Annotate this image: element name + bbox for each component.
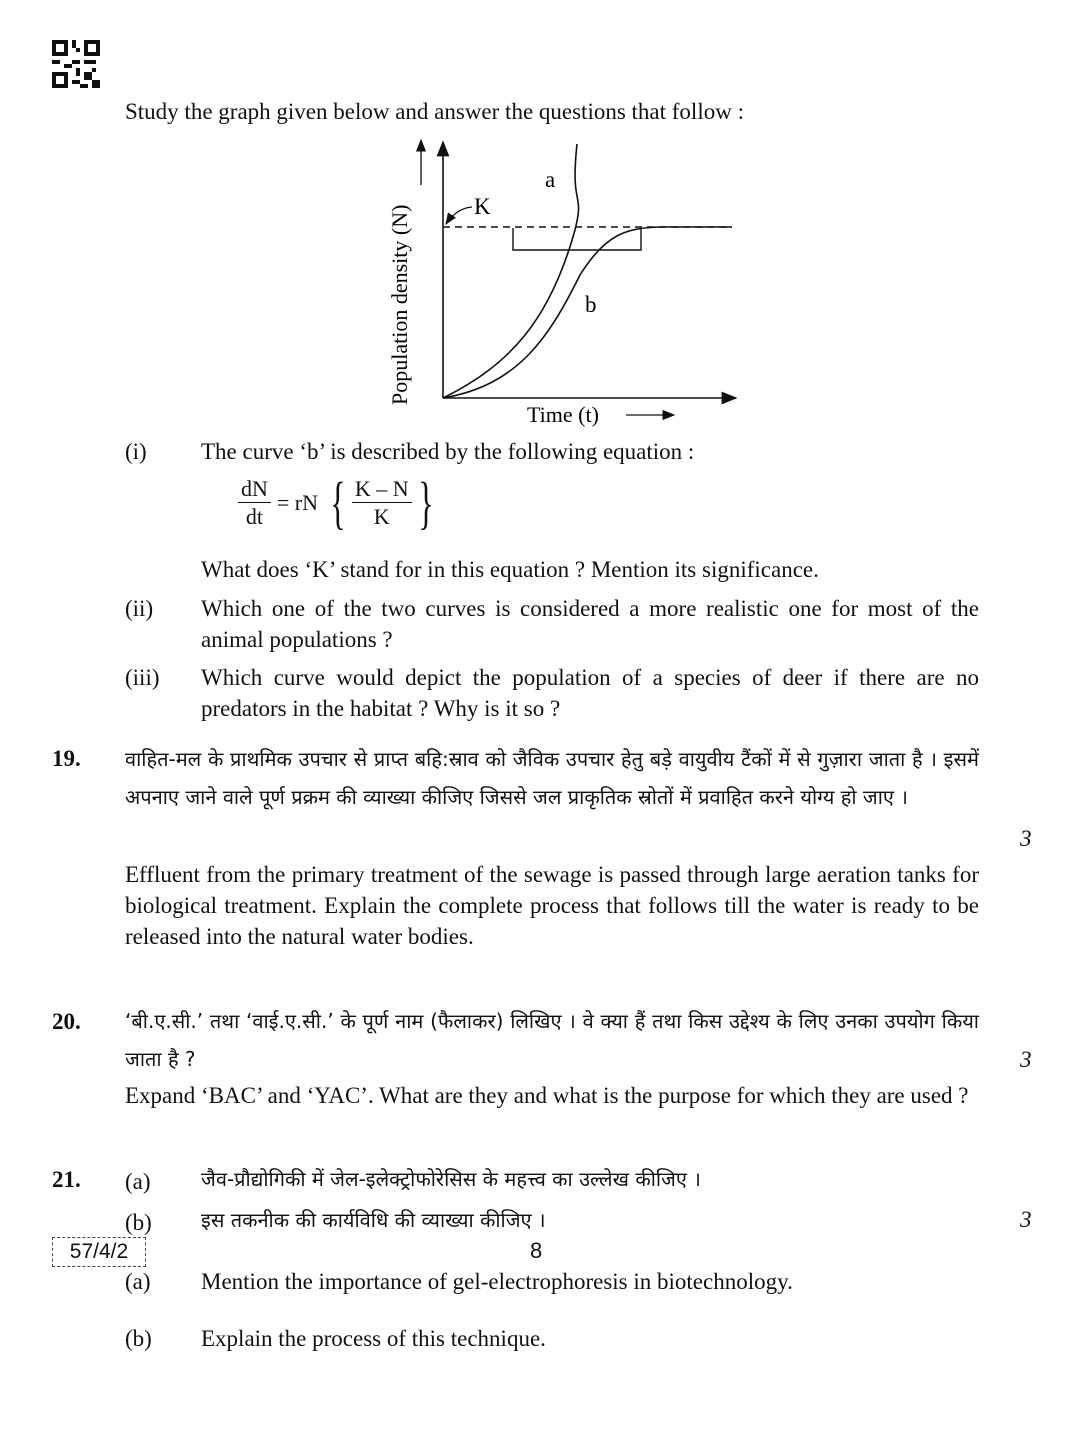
equation-lhs-fraction [238,476,271,531]
question-21b-english-number: (b) [125,1326,152,1351]
question-20-number: 20. [52,1009,81,1034]
question-21a-english-number: (a) [125,1269,151,1294]
question-19-hindi: वाहित-मल के प्राथमिक उपचार से प्राप्त बहि:स्राव को जैविक उपचार हेतु बड़े वायुवीय टैंकों में से गुज़ारा जाता है । इसमें अपनाए जाने वाले पूर्ण प्रक्रम की व्याख्या कीजिए जिससे जल प्राकृतिक स्रोतों में प्रवाहित करने योग्य हो जाए । [125,747,979,809]
question-21a-hindi-number: (a) [125,1169,151,1194]
question-21b-hindi-number: (b) [125,1210,152,1235]
left-brace: { [330,470,346,535]
question-21a-english: Mention the importance of gel-electrophoresis in biotechnology. [201,1269,793,1294]
part-iii-text: Which curve would depict the population of a species of deer if there are no predators in the habitat ? Why is it so ? [201,665,979,721]
question-21a-hindi: जैव-प्रौद्योगिकी में जेल-इलेक्ट्रोफोरेसिस के महत्त्व का उल्लेख कीजिए । [201,1167,701,1191]
part-i-followup: What does ‘K’ stand for in this equation ? Mention its significance. [201,557,819,582]
label-k: K [474,194,491,219]
equation-middle: = rN [276,490,319,515]
x-axis-label: Time (t) [527,402,599,427]
question-20-hindi: ‘बी.ए.सी.’ तथा ‘वाई.ए.सी.’ के पूर्ण नाम (फैलाकर) लिखिए । वे क्या हैं तथा किस उद्देश्य के लिए उनका उपयोग किया जाता है ? [125,1009,979,1071]
equation-lhs-denominator: dt [245,503,263,529]
question-19-number: 19. [52,746,81,771]
part-ii-text: Which one of the two curves is considered a more realistic one for most of the animal populations ? [201,596,979,652]
part-i-text: The curve ‘b’ is described by the following equation : [201,439,695,464]
y-axis-label: Population density (N) [387,204,412,405]
question-19-marks: 3 [1020,826,1032,851]
question-21b-english: Explain the process of this technique. [201,1326,546,1351]
label-a: a [545,167,556,192]
question-21-number: 21. [52,1167,81,1192]
part-ii-number: (ii) [125,596,154,621]
page-number: 8 [530,1238,543,1263]
question-21b-hindi: इस तकनीक की कार्यविधि की व्याख्या कीजिए । [201,1208,546,1232]
question-20-english: Expand ‘BAC’ and ‘YAC’. What are they and what is the purpose for which they are used ? [125,1083,969,1108]
intro-text: Study the graph given below and answer the questions that follow : [125,99,744,124]
qr-code-icon [52,40,100,88]
paper-code-box: 57/4/2 [52,1237,146,1267]
label-b: b [585,292,597,317]
population-growth-graph [380,130,760,435]
right-brace: } [417,470,434,535]
k-pointer-arrow [446,207,472,224]
bracket-mark [513,228,641,250]
curve-a [443,144,579,398]
question-19-english: Effluent from the primary treatment of the sewage is passed through large aeration tanks for biological treatment. Explain the complete process that follows till the water is ready to be released into the natural water bodies. [125,862,979,949]
part-i-number: (i) [125,439,147,464]
equation-lhs-numerator: dN [238,476,271,503]
part-iii-number: (iii) [125,665,160,690]
equation-rhs-numerator: K – N [352,476,412,503]
equation-rhs-fraction [352,476,412,531]
question-20-marks: 3 [1020,1047,1032,1072]
logistic-equation [238,470,439,535]
question-21-marks: 3 [1020,1207,1032,1232]
equation-rhs-denominator: K [373,503,390,529]
